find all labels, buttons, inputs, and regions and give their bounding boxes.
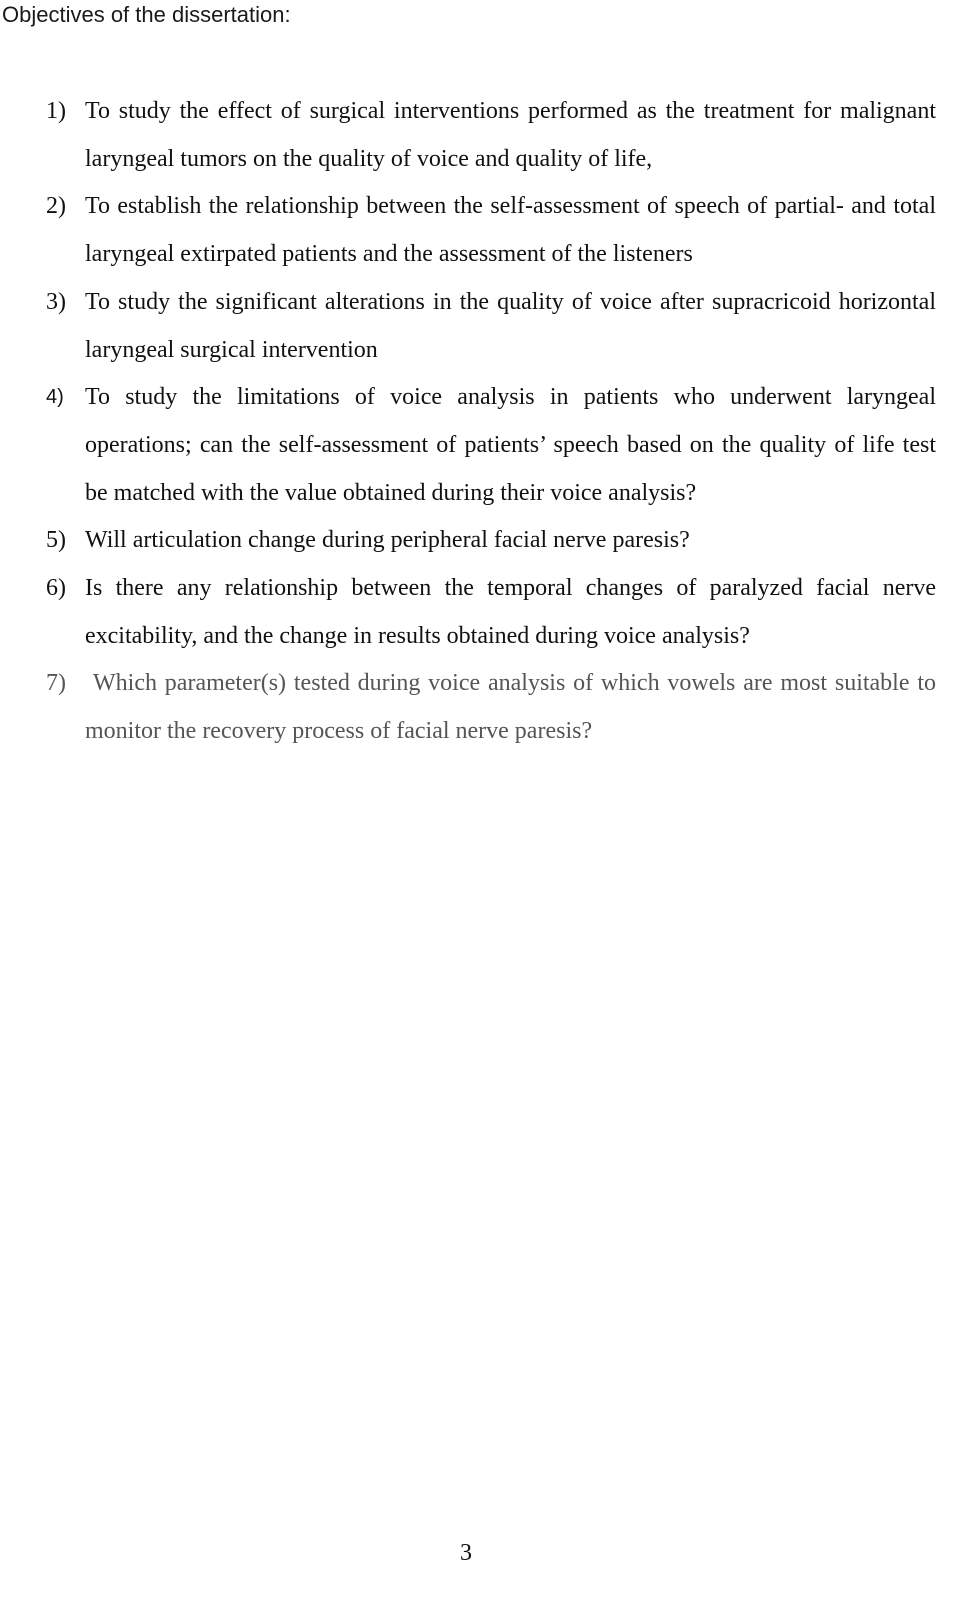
objective-item (46, 183, 936, 278)
objective-number: 7) (46, 670, 66, 697)
objective-text: Which parameter(s) tested during voice analysis of which vowels are most suitable to monitor the recovery process of facial nerve paresis? (85, 670, 936, 745)
objective-number: 3) (46, 288, 66, 315)
objective-text: To study the limitations of voice analysis in patients who underwent laryngeal operations; can the self-assessment of patients’ speech based on the quality of life test be matched with the value obtained during their voice analysis? (85, 384, 936, 506)
objective-text: To study the significant alterations in the quality of voice after supracricoid horizontal laryngeal surgical intervention (85, 288, 936, 363)
objective-text: To establish the relationship between the self-assessment of speech of partial- and total laryngeal extirpated patients and the assessment of the listeners (85, 193, 936, 268)
objective-number: 6) (46, 575, 66, 602)
objective-number: 2) (46, 193, 66, 220)
objective-item (46, 88, 936, 183)
objective-item (46, 565, 936, 660)
objective-text: Is there any relationship between the temporal changes of paralyzed facial nerve excitability, and the change in results obtained during voice analysis? (85, 575, 936, 649)
objective-number: 5) (46, 527, 66, 554)
objective-item (46, 374, 936, 517)
objective-number: 4) (46, 386, 64, 409)
page-number: 3 (460, 1540, 472, 1566)
objective-item (46, 517, 936, 565)
objective-item (46, 279, 936, 374)
objective-text: To study the effect of surgical interventions performed as the treatment for malignant laryngeal tumors on the quality of voice and quality of life, (85, 98, 936, 172)
objective-text: Will articulation change during peripheral facial nerve paresis? (85, 527, 690, 554)
section-heading: Objectives of the dissertation: (2, 2, 291, 27)
objectives-list (46, 88, 936, 756)
objective-number: 1) (46, 98, 66, 124)
objective-item (46, 660, 936, 755)
